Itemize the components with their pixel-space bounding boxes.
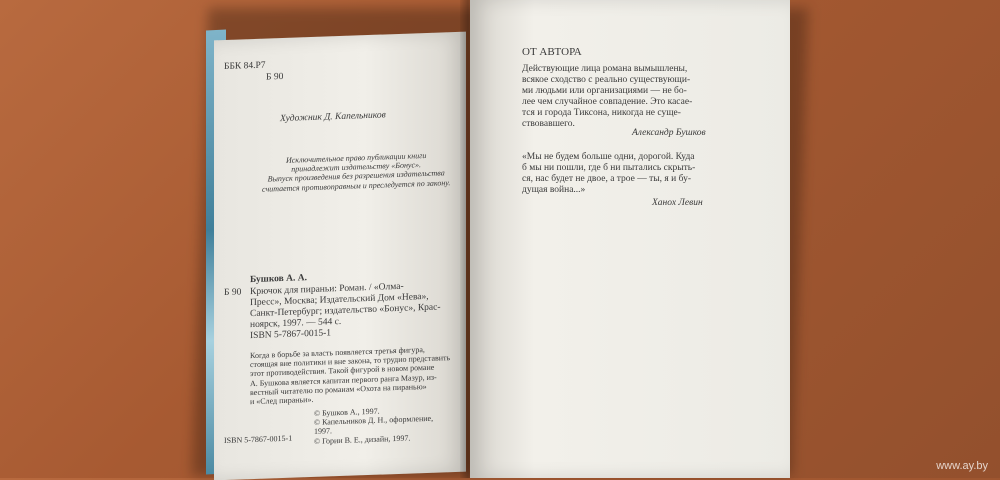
artist-credit: Художник Д. Капельников <box>280 110 386 125</box>
epigraph: «Мы не будем больше одни, дорогой. Куда б мы ни пошли, где б ни пытались скрыть- ся, нас будет не двое, а трое — ты, я и бу- дущая война...» <box>522 152 696 195</box>
heading-from-author: ОТ АВТОРА <box>522 46 582 58</box>
site-watermark: www.ay.by <box>936 460 988 472</box>
left-page <box>214 32 466 480</box>
udc-code: Б 90 <box>266 71 284 83</box>
epigraph-signature: Ханох Левин <box>652 198 703 208</box>
rights-notice: Исключительное право публикации книги принадлежит издательству «Бонус». Выпуск произведения без разрешения издательства считается противоправным и преследуется по закону. <box>262 150 451 194</box>
catalog-code: Б 90 <box>224 287 242 299</box>
author-note: Действующие лица романа вымышлены, всякое сходство с реально существующи- ми людьми или организациями — не бо- лее чем случайное совпадение. Это касае- тся и города Тиксона, никогда не суще- ствовавшего. <box>522 64 693 129</box>
catalog-author: Бушков А. А. <box>250 273 308 286</box>
isbn: ISBN 5-7867-0015-1 <box>224 433 293 446</box>
right-page <box>470 0 790 478</box>
author-signature: Александр Бушков <box>632 128 706 138</box>
copyright-block: © Бушков А., 1997. © Капельников Д. Н., оформление, 1997. © Горин В. Е., дизайн, 1997. <box>314 406 434 446</box>
catalog-body: Крючок для пираньи: Роман. / «Олма- Пресс», Москва; Издательский Дом «Нева», Санкт-Петербург; издательство «Бонус», Крас- ноярск, 1997. — 544 с. ISBN 5-7867-0015-1 <box>250 281 441 341</box>
annotation: Когда в борьбе за власть появляется третья фигура, стоящая вне политики и вне закона, то трудно представить этот противодействия. Такой фигурой в новом романе А. Бушкова является капитан первого ранга Мазур, из- вестный читателю по романам «Охота на пиранью» и «След пираньи». <box>250 345 451 407</box>
bbk-code: ББК 84.Р7 <box>224 60 266 73</box>
